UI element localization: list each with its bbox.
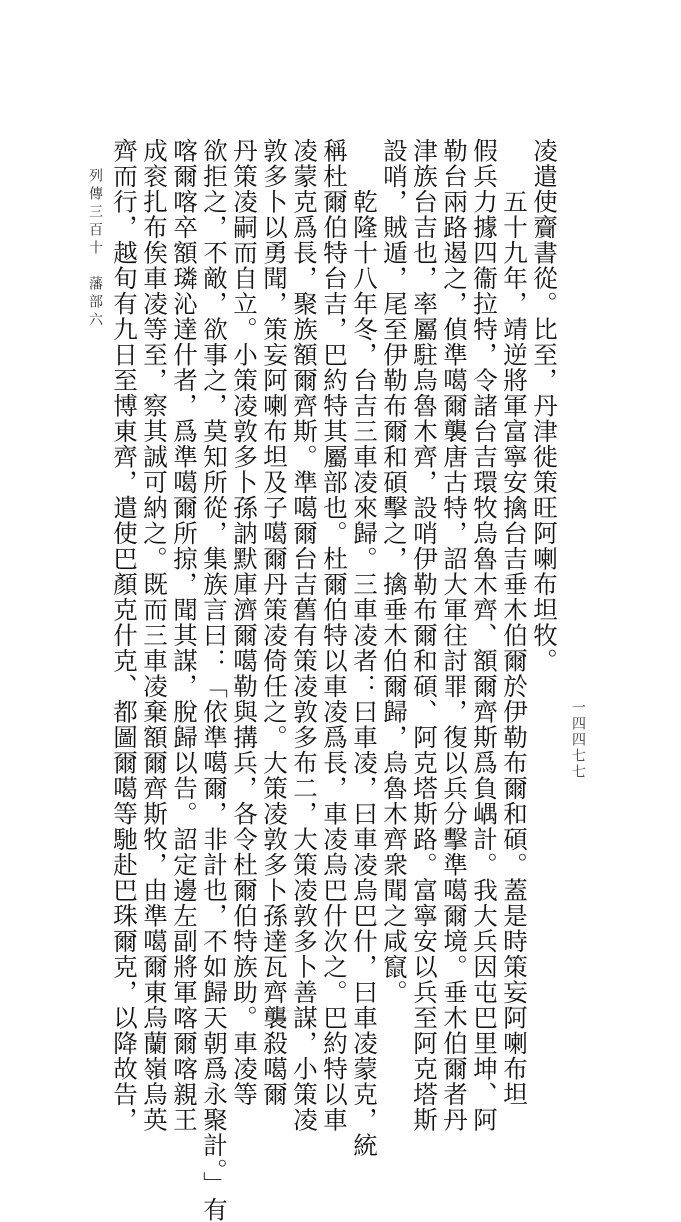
text-column: 設哨，賊遁，尾至伊勒布爾和碩擊之，擒垂木伯爾歸，烏魯木齊衆聞之咸竄。 xyxy=(380,138,409,1005)
text-column: 丹策凌嗣而自立。小策凌敦多卜孫訥默庫濟爾噶勒與搆兵，各令杜爾伯特族助。車凌等 xyxy=(230,138,259,1107)
text-column: 假兵力據四衞拉特，令諸台吉環牧烏魯木齊、額爾齊斯爲負嵎計。我大兵因屯巴里坤、阿 xyxy=(470,138,499,1133)
text-column: 勒台兩路遏之，偵準噶爾襲唐古特，詔大軍往討罪，復以兵分擊準噶爾境。垂木伯爾者丹 xyxy=(440,138,469,1133)
text-column: 成衮扎布俟車凌等至，察其誠可納之。既而三車凌棄額爾齊斯牧，由準噶爾東烏蘭嶺烏英 xyxy=(140,138,169,1133)
page-number: 一四四七七 xyxy=(570,700,586,780)
text-column: 欲拒之，不敵，欲事之，莫知所從，集族言曰：「依準噶爾，非計也，不如歸天朝爲永聚計。」有 xyxy=(200,138,229,1222)
text-column: 稱杜爾伯特台吉，巴約特其屬部也。杜爾伯特以車凌爲長，車凌烏巴什次之。巴約特以車 xyxy=(320,138,349,1133)
text-column: 五十九年，靖逆將軍富寧安擒台吉垂木伯爾於伊勒布爾和碩。蓋是時策妄阿喇布坦 xyxy=(500,189,529,1107)
text-column: 齊而行，越旬有九日至博東齊，遣使巴顏克什克、都圖爾噶等馳赴巴珠爾克，以降故告， xyxy=(110,138,139,1133)
text-column: 凌蒙克爲長，聚族額爾齊斯。準噶爾台吉舊有策凌敦多布二，大策凌敦多卜善謀，小策凌 xyxy=(290,138,319,1133)
text-column: 喀爾喀卒額璘沁達什者，爲準噶爾所掠，聞其謀，脫歸以告。詔定邊左副將軍喀爾喀親王 xyxy=(170,138,199,1133)
text-column: 凌遣使齎書從。比至，丹津徙策旺阿喇布坦牧。 xyxy=(530,138,559,674)
text-column: 敦多卜以勇聞，策妄阿喇布坦及子噶爾丹策凌倚任之。大策凌敦多卜孫達瓦齊襲殺噶爾 xyxy=(260,138,289,1107)
text-column: 津族台吉也，率屬駐烏魯木齊，設哨伊勒布爾和碩、阿克塔斯路。富寧安以兵至阿克塔斯 xyxy=(410,138,439,1133)
running-header: 列傳三百十 藩部六 xyxy=(87,168,103,330)
text-column: 乾隆十八年冬，台吉三車凌來歸。三車凌者：曰車凌，曰車凌烏巴什，曰車凌蒙克，統 xyxy=(350,189,379,1158)
